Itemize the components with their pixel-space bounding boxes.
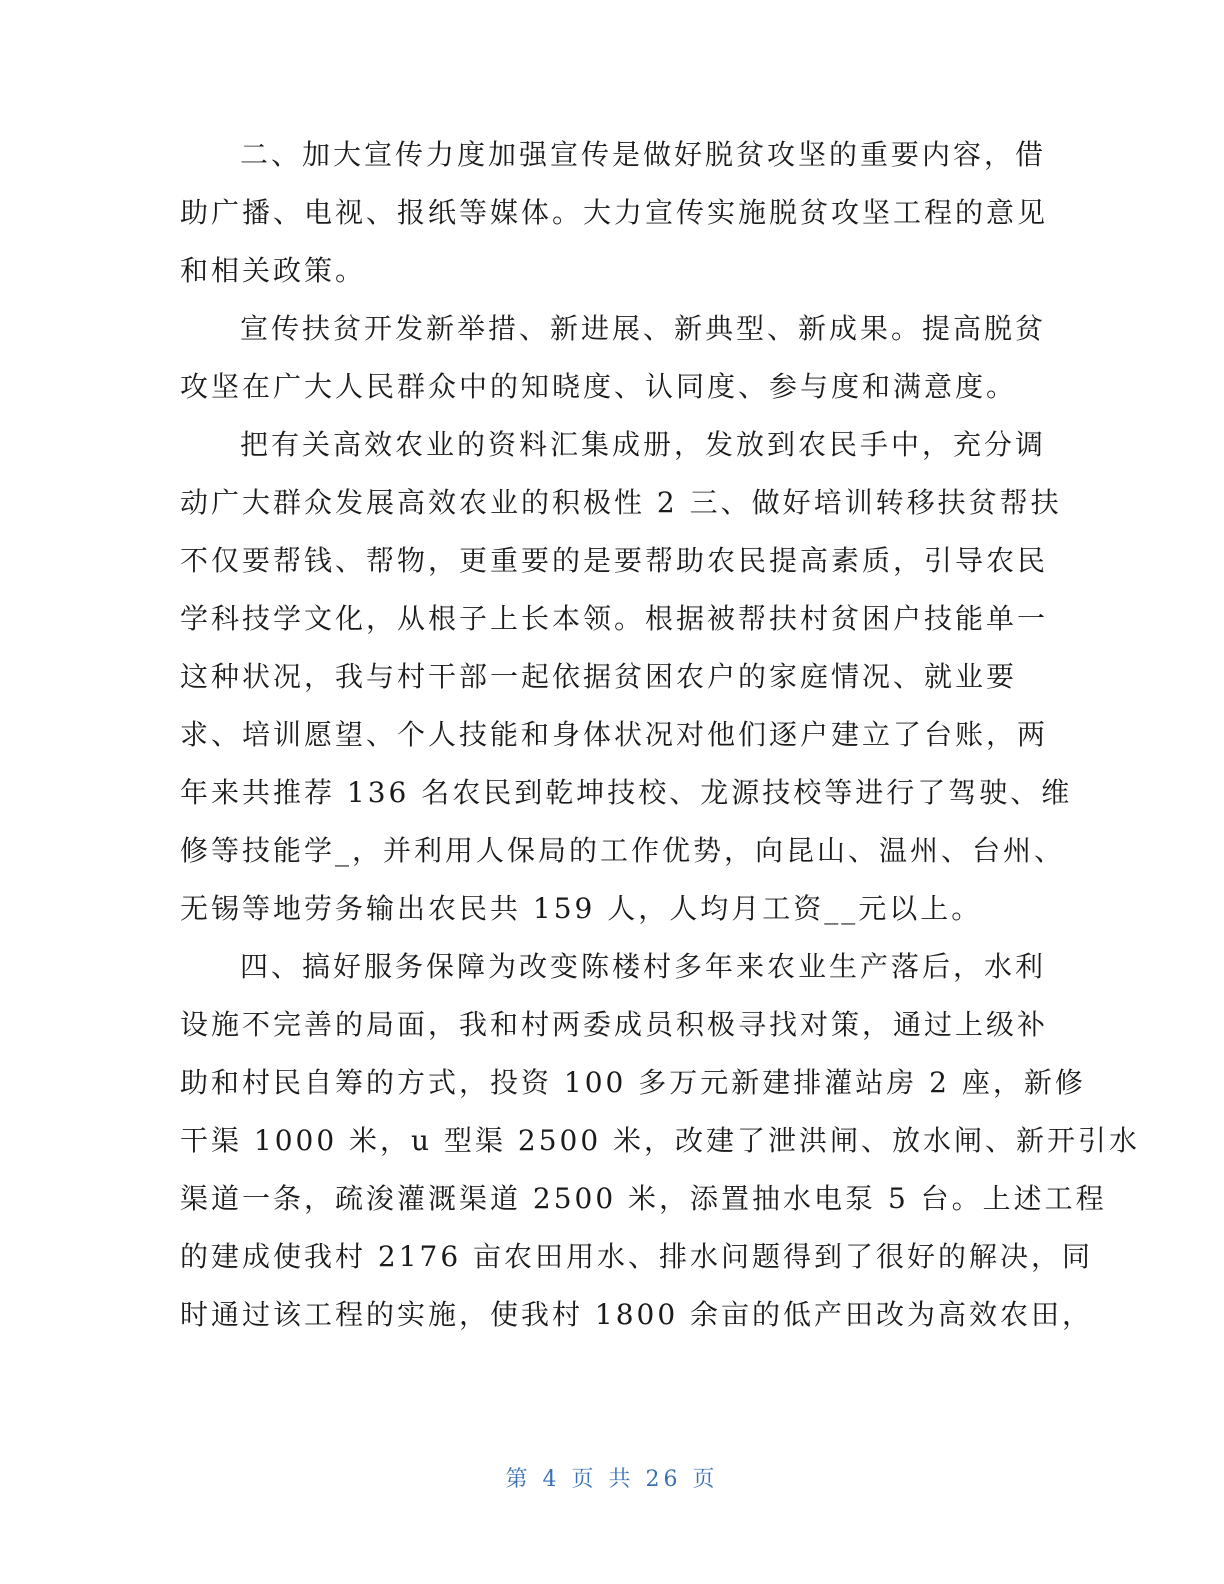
paragraph-3-line-4: 学科技学文化，从根子上长本领。根据被帮扶村贫困户技能单一 bbox=[180, 602, 1049, 635]
paragraph-4-line-7: 时通过该工程的实施，使我村 1800 余亩的低产田改为高效农田， bbox=[180, 1298, 1094, 1331]
body-text bbox=[180, 126, 1141, 1344]
paragraph-3-line-7: 年来共推荐 136 名农民到乾坤技校、龙源技校等进行了驾驶、维 bbox=[180, 776, 1073, 809]
paragraph-4-line-1: 四、搞好服务保障为改变陈楼村多年来农业生产落后，水利 bbox=[240, 950, 1047, 983]
paragraph-2-line-2: 攻坚在广大人民群众中的知晓度、认同度、参与度和满意度。 bbox=[180, 370, 1018, 403]
paragraph-4-line-4: 干渠 1000 米，u 型渠 2500 米，改建了泄洪闸、放水闸、新开引水 bbox=[180, 1124, 1141, 1157]
paragraph-3-line-9: 无锡等地劳务输出农民共 159 人，人均月工资__元以上。 bbox=[180, 892, 983, 925]
paragraph-3-line-1: 把有关高效农业的资料汇集成册，发放到农民手中，充分调 bbox=[240, 428, 1047, 461]
paragraph-2-line-1: 宣传扶贫开发新举措、新进展、新典型、新成果。提高脱贫 bbox=[240, 312, 1047, 345]
paragraph-3-line-6: 求、培训愿望、个人技能和身体状况对他们逐户建立了台账，两 bbox=[180, 718, 1049, 751]
paragraph-3-line-8: 修等技能学_，并利用人保局的工作优势，向昆山、温州、台州、 bbox=[180, 834, 1066, 867]
paragraph-4-line-5: 渠道一条，疏浚灌溉渠道 2500 米，添置抽水电泵 5 台。上述工程 bbox=[180, 1182, 1107, 1215]
paragraph-4-line-3: 助和村民自筹的方式，投资 100 多万元新建排灌站房 2 座，新修 bbox=[180, 1066, 1086, 1099]
paragraph-1-line-1: 二、加大宣传力度加强宣传是做好脱贫攻坚的重要内容，借 bbox=[240, 138, 1047, 171]
paragraph-3-line-5: 这种状况，我与村干部一起依据贫困农户的家庭情况、就业要 bbox=[180, 660, 1018, 693]
paragraph-3-line-2: 动广大群众发展高效农业的积极性 2 三、做好培训转移扶贫帮扶 bbox=[180, 486, 1062, 519]
paragraph-1-line-3: 和相关政策。 bbox=[180, 254, 367, 287]
page-number-footer: 第 4 页 共 26 页 bbox=[505, 1467, 719, 1492]
paragraph-1-line-2: 助广播、电视、报纸等媒体。大力宣传实施脱贫攻坚工程的意见 bbox=[180, 196, 1049, 229]
paragraph-3-line-3: 不仅要帮钱、帮物，更重要的是要帮助农民提高素质，引导农民 bbox=[180, 544, 1049, 577]
paragraph-4-line-6: 的建成使我村 2176 亩农田用水、排水问题得到了很好的解决，同 bbox=[180, 1240, 1094, 1273]
paragraph-4-line-2: 设施不完善的局面，我和村两委成员积极寻找对策，通过上级补 bbox=[180, 1008, 1049, 1041]
